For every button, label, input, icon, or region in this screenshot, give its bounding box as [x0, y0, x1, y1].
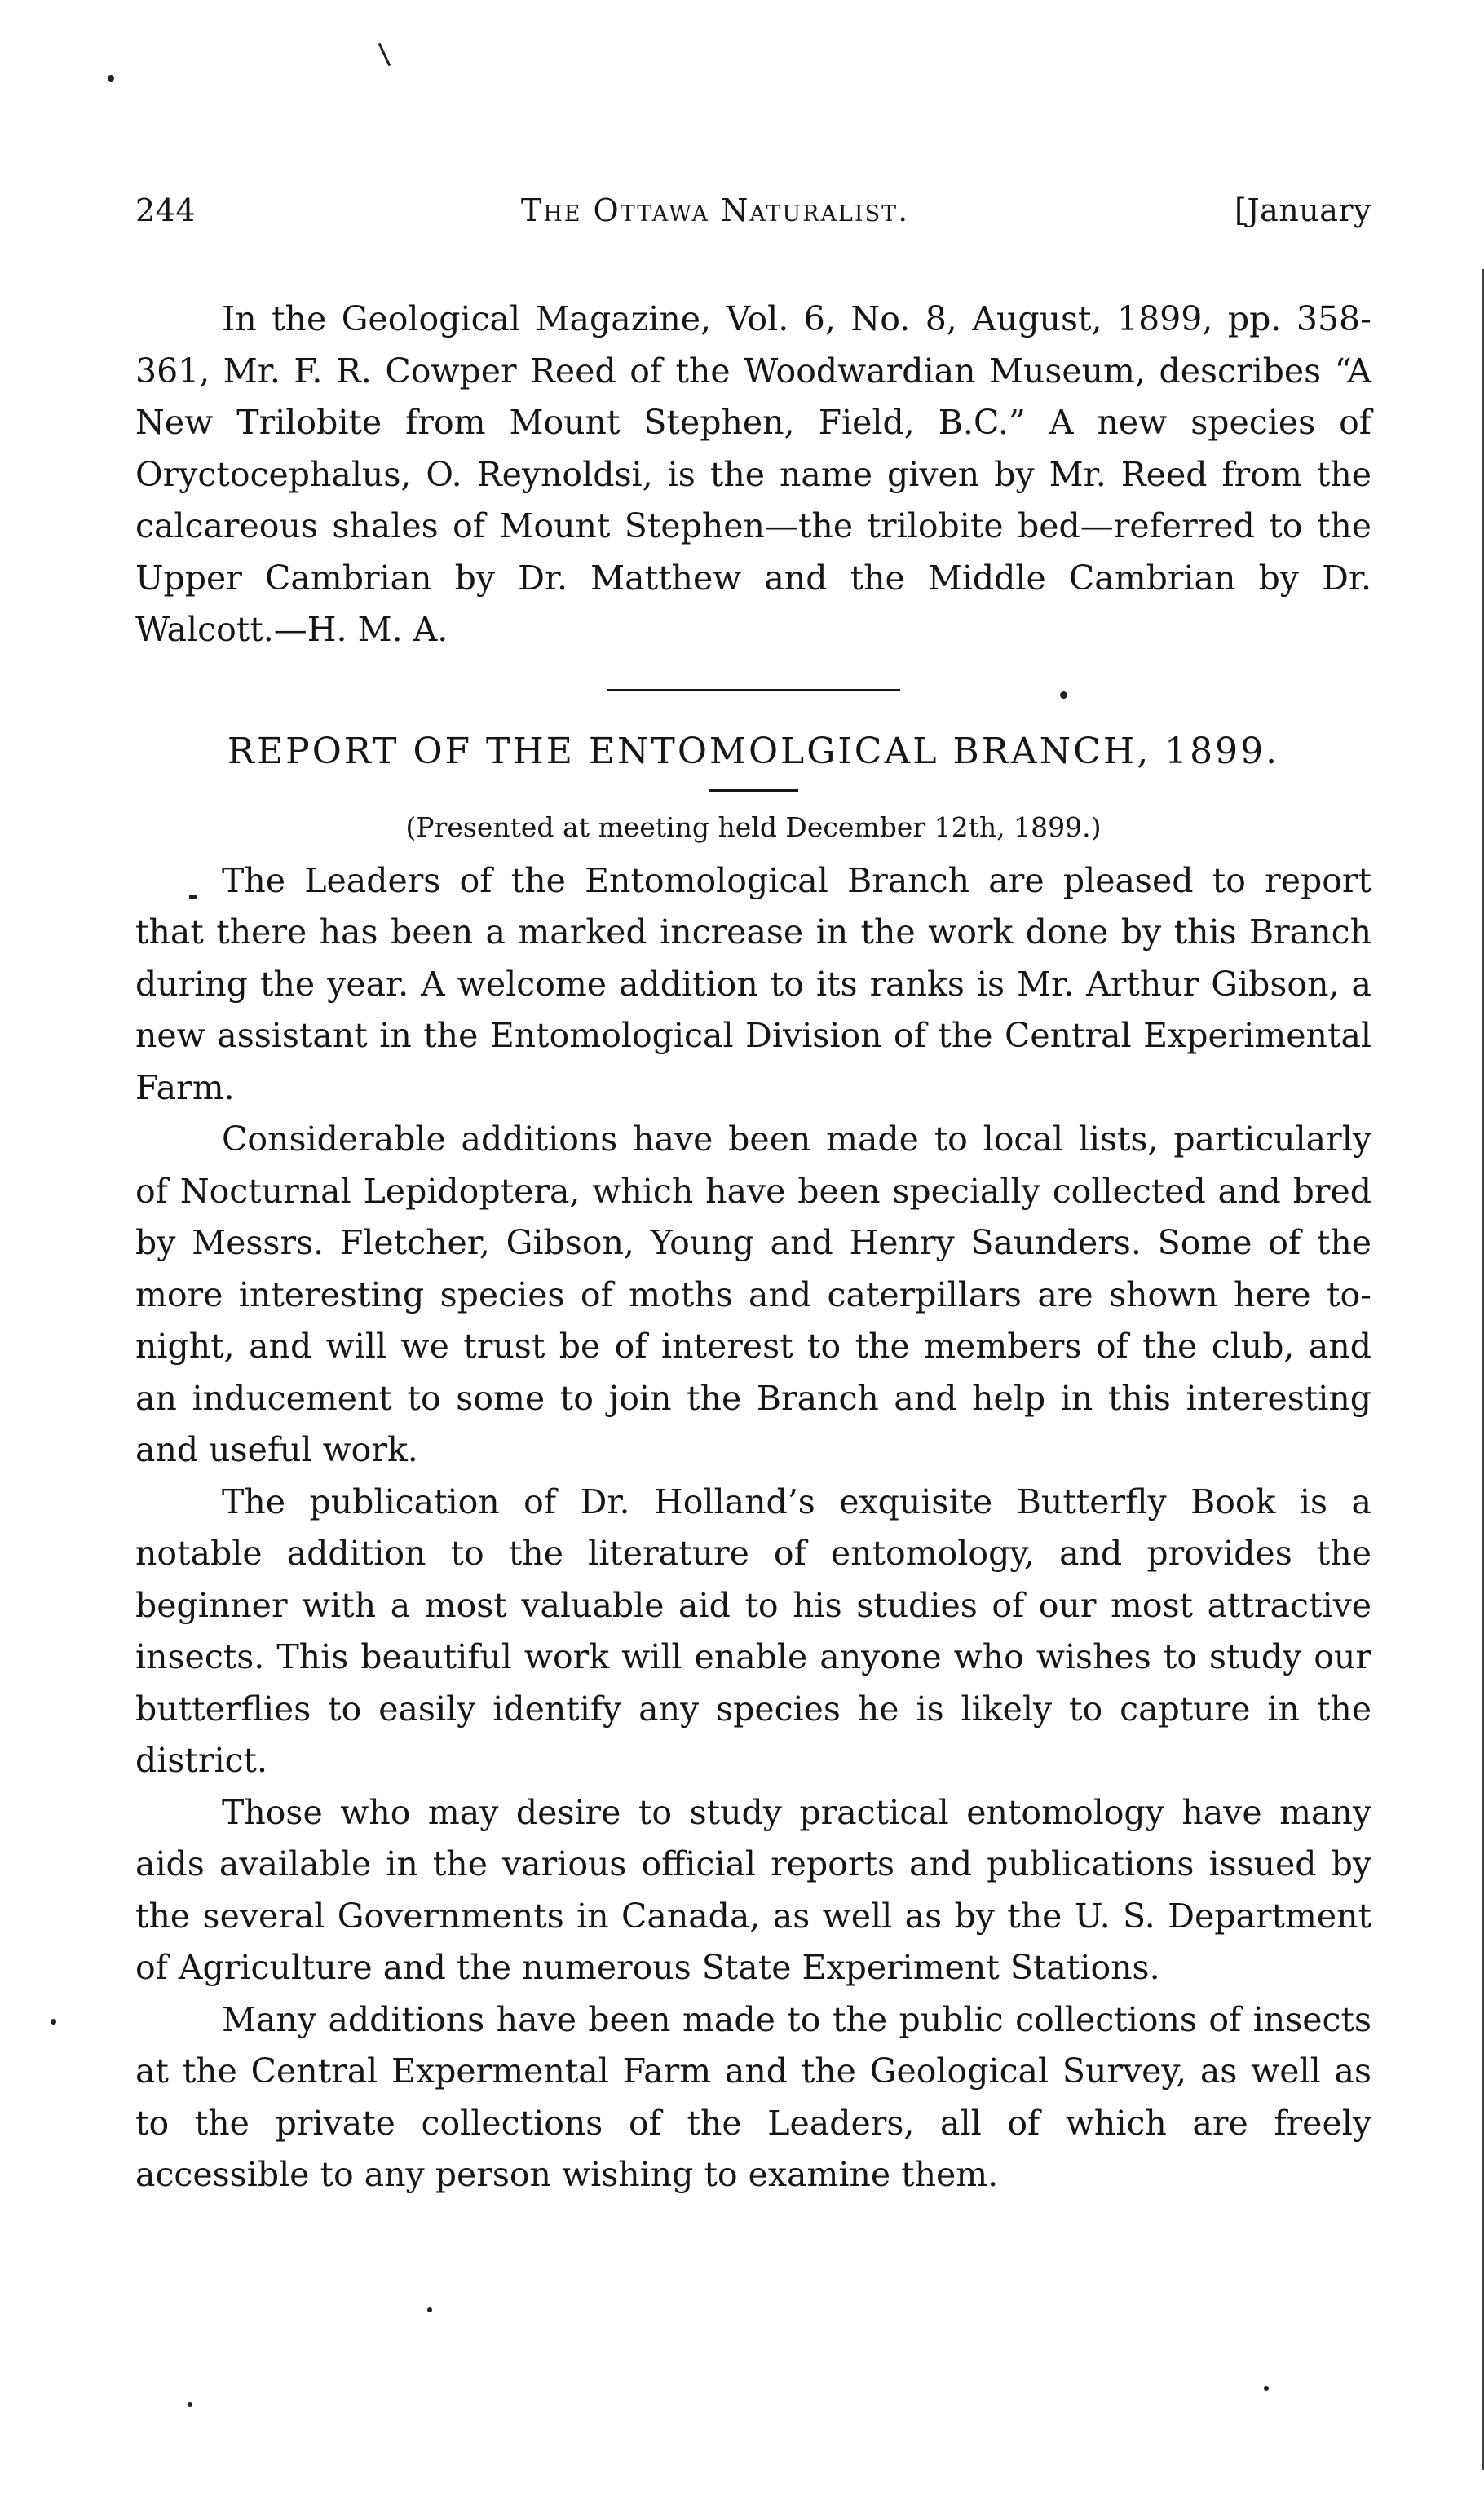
- report-paragraph-4: Those who may desire to study practical entomology have many aids available in the various official reports and publications issued by the several Governments in Canada, as well as by the U. S. Department of Agriculture and the numerous State Experiment Stations.: [135, 1792, 1371, 1987]
- presented-note: (Presented at meeting held December 12th, 1899.): [405, 810, 1102, 843]
- title-rule: [709, 789, 798, 792]
- running-head: [135, 192, 1371, 266]
- page-number: 244: [135, 192, 197, 228]
- report-title: REPORT OF THE ENTOMOLGICAL BRANCH, 1899.: [227, 730, 1280, 772]
- report-paragraph-3: The publication of Dr. Holland’s exquisite Butterfly Book is a notable addition to the literature of entomology, and provides the beginner with a most valuable aid to his studies of our most attractive insects. This beautiful work will enable anyone who wishes to study our butterflies to easily identify any species he is likely to capture in the district.: [135, 1481, 1371, 1780]
- issue-month: [January: [1234, 192, 1371, 228]
- page: [135, 192, 1371, 2201]
- magazine-note: In the Geological Magazine, Vol. 6, No. 8, August, 1899, pp. 358-361, Mr. F. R. Cowper Reed of the Woodwardian Museum, describes “A New Trilobite from Mount Stephen, Field, B.C.” A new species of Oryctocephalus, O. Reynoldsi, is the name given by Mr. Reed from the calcareous shales of Mount Stephen—the trilobite bed—referred to the Upper Cambrian by Dr. Matthew and the Middle Cambrian by Dr. Walcott.—H. M. A.: [135, 299, 1371, 649]
- scan-speck: [1264, 2386, 1269, 2391]
- report-paragraph-1: The Leaders of the Entomological Branch are pleased to report that there has been a marked increase in the work done by this Branch during the year. A welcome addition to its ranks is Mr. Arthur Gibson, a new assistant in the Entomological Division of the Central Experimental Farm.: [135, 860, 1371, 1107]
- report-paragraph-5: Many additions have been made to the public collections of insects at the Central Expermental Farm and the Geological Survey, as well as to the private collections of the Leaders, all of which are freely accessible to any person wishing to examine them.: [135, 1999, 1371, 2194]
- scan-tick: [378, 43, 391, 66]
- journal-title: The Ottawa Naturalist.: [520, 192, 910, 228]
- section-divider: [607, 689, 900, 691]
- report-paragraph-2: Considerable additions have been made to local lists, particularly of Nocturnal Lepidoptera, which have been specially collected and bred by Messrs. Fletcher, Gibson, Young and Henry Saunders. Some of the more interesting species of moths and caterpillars are shown here to-night, and will we trust be of interest to the members of the club, and an inducement to some to join the Branch and help in this interesting and useful work.: [135, 1119, 1371, 1469]
- scan-speck: [108, 75, 114, 82]
- scan-speck: [188, 2402, 192, 2407]
- scan-speck: [51, 2019, 56, 2025]
- scan-speck: [427, 2307, 432, 2312]
